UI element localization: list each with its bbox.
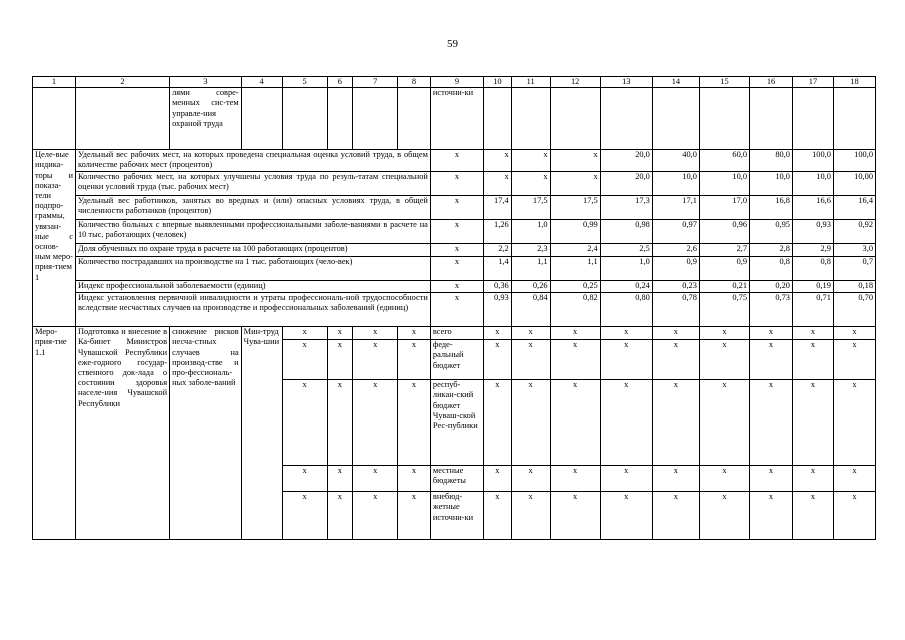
funding-value: x bbox=[484, 492, 512, 540]
indicator-value: 10,0 bbox=[652, 172, 699, 196]
funding-value: x bbox=[511, 340, 550, 380]
indicator-value: 0,78 bbox=[652, 293, 699, 327]
indicator-value: 0,95 bbox=[750, 220, 793, 244]
indicator-text: Удельный вес работников, занятых во вредных и (или) опасных условиях труда, в общей численности работников (процентов) bbox=[75, 196, 430, 220]
funding-value: x bbox=[750, 340, 793, 380]
funding-source: внебюд-жетные источни-ки bbox=[430, 492, 483, 540]
indicator-value: x bbox=[511, 150, 550, 172]
column-number-header: 5 bbox=[282, 77, 327, 88]
funding-value: x bbox=[750, 466, 793, 492]
empty-cell bbox=[600, 88, 652, 150]
funding-value: x bbox=[484, 466, 512, 492]
column-number-header: 17 bbox=[792, 77, 833, 88]
indicator-value: 17,0 bbox=[699, 196, 749, 220]
indicator-value: 80,0 bbox=[750, 150, 793, 172]
indicator-value: 100,0 bbox=[792, 150, 833, 172]
indicator-value: 10,0 bbox=[699, 172, 749, 196]
indicator-cell: x bbox=[430, 244, 483, 257]
indicators-group-label: Целе-вые индика-торы и показа-тели подпро-граммы, увязан-ные с основ-ным меро-прия-тием 1 bbox=[33, 150, 76, 327]
funding-value: x bbox=[699, 492, 749, 540]
funding-value: x bbox=[750, 380, 793, 466]
empty-cell bbox=[484, 88, 512, 150]
funding-source: феде-ральный бюджет bbox=[430, 340, 483, 380]
measure-result: снижение рисков несча-стных случаев на производ-стве и про-фессиональ-ных заболе-ваний bbox=[170, 327, 242, 540]
indicator-value: 2,5 bbox=[600, 244, 652, 257]
indicator-value: 0,8 bbox=[792, 257, 833, 281]
funding-value: x bbox=[550, 380, 600, 466]
funding-value: x bbox=[792, 492, 833, 540]
funding-value: x bbox=[833, 380, 875, 466]
empty-cell bbox=[33, 88, 76, 150]
empty-cell bbox=[327, 88, 353, 150]
column-number-header: 18 bbox=[833, 77, 875, 88]
column-number-header: 9 bbox=[430, 77, 483, 88]
empty-cell bbox=[282, 88, 327, 150]
indicator-row bbox=[33, 196, 876, 220]
measure-label: Меро-прия-тие 1.1 bbox=[33, 327, 76, 540]
indicator-value: 0,26 bbox=[511, 281, 550, 293]
funding-value: x bbox=[652, 492, 699, 540]
budget-code-cell: x bbox=[398, 492, 431, 540]
indicator-value: 3,0 bbox=[833, 244, 875, 257]
indicator-value: 60,0 bbox=[699, 150, 749, 172]
funding-value: x bbox=[652, 327, 699, 340]
funding-value: x bbox=[652, 340, 699, 380]
indicator-text: Индекс профессиональной заболеваемости (единиц) bbox=[75, 281, 430, 293]
indicator-value: 2,4 bbox=[550, 244, 600, 257]
budget-code-cell: x bbox=[398, 466, 431, 492]
indicator-cell: x bbox=[430, 293, 483, 327]
budget-code-cell: x bbox=[282, 327, 327, 340]
column-number-header: 1 bbox=[33, 77, 76, 88]
indicator-value: 0,75 bbox=[699, 293, 749, 327]
indicator-value: 0,93 bbox=[484, 293, 512, 327]
continuation-row bbox=[33, 88, 876, 150]
indicator-cell: x bbox=[430, 220, 483, 244]
indicator-value: 2,6 bbox=[652, 244, 699, 257]
funding-value: x bbox=[550, 340, 600, 380]
funding-value: x bbox=[652, 466, 699, 492]
column-number-header: 3 bbox=[170, 77, 242, 88]
funding-value: x bbox=[511, 380, 550, 466]
budget-code-cell: x bbox=[398, 380, 431, 466]
indicator-value: 0,80 bbox=[600, 293, 652, 327]
indicator-value: 0,20 bbox=[750, 281, 793, 293]
indicator-row bbox=[33, 257, 876, 281]
indicator-value: 1,26 bbox=[484, 220, 512, 244]
funding-value: x bbox=[600, 327, 652, 340]
indicator-value: 20,0 bbox=[600, 150, 652, 172]
indicator-value: 16,8 bbox=[750, 196, 793, 220]
column-number-header: 8 bbox=[398, 77, 431, 88]
indicator-value: x bbox=[484, 172, 512, 196]
column-number-header: 10 bbox=[484, 77, 512, 88]
indicator-value: 16,6 bbox=[792, 196, 833, 220]
indicator-value: 0,9 bbox=[652, 257, 699, 281]
funding-value: x bbox=[550, 327, 600, 340]
indicator-value: 10,0 bbox=[792, 172, 833, 196]
budget-code-cell: x bbox=[327, 327, 353, 340]
indicator-value: 0,92 bbox=[833, 220, 875, 244]
indicator-value: 1,0 bbox=[600, 257, 652, 281]
funding-value: x bbox=[600, 492, 652, 540]
empty-cell bbox=[699, 88, 749, 150]
indicator-cell: x bbox=[430, 150, 483, 172]
indicator-value: 0,36 bbox=[484, 281, 512, 293]
indicator-value: 1,4 bbox=[484, 257, 512, 281]
funding-value: x bbox=[699, 327, 749, 340]
funding-value: x bbox=[750, 327, 793, 340]
empty-cell bbox=[241, 88, 282, 150]
indicator-value: 17,3 bbox=[600, 196, 652, 220]
indicator-value: x bbox=[511, 172, 550, 196]
program-table bbox=[32, 76, 876, 540]
indicator-value: 17,5 bbox=[550, 196, 600, 220]
indicator-value: 17,5 bbox=[511, 196, 550, 220]
funding-source: респуб-ликан-ский бюджет Чуваш-ской Рес-публики bbox=[430, 380, 483, 466]
funding-value: x bbox=[833, 340, 875, 380]
budget-code-cell: x bbox=[353, 327, 398, 340]
indicator-value: 17,1 bbox=[652, 196, 699, 220]
indicator-value: 100,0 bbox=[833, 150, 875, 172]
measure-executor: Мин-труд Чува-шии bbox=[241, 327, 282, 540]
indicator-value: 10,00 bbox=[833, 172, 875, 196]
indicator-value: 1,1 bbox=[511, 257, 550, 281]
indicator-value: 0,70 bbox=[833, 293, 875, 327]
indicator-text: Удельный вес рабочих мест, на которых проведена специальная оценка условий труда, в общем количестве рабочих мест (процентов) bbox=[75, 150, 430, 172]
column-number-header: 12 bbox=[550, 77, 600, 88]
budget-code-cell: x bbox=[282, 492, 327, 540]
funding-value: x bbox=[600, 340, 652, 380]
indicator-value: 2,3 bbox=[511, 244, 550, 257]
indicator-value: 0,99 bbox=[550, 220, 600, 244]
indicator-value: 17,4 bbox=[484, 196, 512, 220]
column-number-header: 16 bbox=[750, 77, 793, 88]
continuation-source: источни-ки bbox=[430, 88, 483, 150]
indicator-value: 0,97 bbox=[652, 220, 699, 244]
funding-value: x bbox=[833, 492, 875, 540]
indicator-value: x bbox=[484, 150, 512, 172]
column-number-header: 4 bbox=[241, 77, 282, 88]
continuation-text: лями совре-менных сис-тем управле-ния охраной труда bbox=[170, 88, 242, 150]
indicator-value: 0,24 bbox=[600, 281, 652, 293]
indicator-value: 0,71 bbox=[792, 293, 833, 327]
budget-code-cell: x bbox=[353, 466, 398, 492]
funding-value: x bbox=[699, 466, 749, 492]
indicator-cell: x bbox=[430, 172, 483, 196]
funding-value: x bbox=[792, 466, 833, 492]
indicator-text: Количество больных с впервые выявленными профессиональными заболе-ваниями в расчете на 10 тыс. работающих (человек) bbox=[75, 220, 430, 244]
page-number: 59 bbox=[447, 38, 458, 50]
budget-code-cell: x bbox=[327, 340, 353, 380]
header-row bbox=[33, 77, 876, 88]
indicator-row bbox=[33, 150, 876, 172]
indicator-value: 0,93 bbox=[792, 220, 833, 244]
indicator-cell: x bbox=[430, 196, 483, 220]
budget-code-cell: x bbox=[282, 340, 327, 380]
indicator-value: 10,0 bbox=[750, 172, 793, 196]
indicator-value: 0,8 bbox=[750, 257, 793, 281]
column-number-header: 15 bbox=[699, 77, 749, 88]
funding-value: x bbox=[484, 340, 512, 380]
budget-code-cell: x bbox=[353, 340, 398, 380]
funding-value: x bbox=[833, 466, 875, 492]
indicator-text: Индекс установления первичной инвалидности и утраты профессиональ-ной трудоспособности вследствие несчастных случаев на производстве и профессиональных заболеваний (единиц) bbox=[75, 293, 430, 327]
column-number-header: 14 bbox=[652, 77, 699, 88]
indicator-value: 0,82 bbox=[550, 293, 600, 327]
funding-value: x bbox=[750, 492, 793, 540]
funding-value: x bbox=[600, 466, 652, 492]
table-body bbox=[33, 77, 876, 540]
indicator-value: 2,9 bbox=[792, 244, 833, 257]
empty-cell bbox=[398, 88, 431, 150]
indicator-text: Количество пострадавших на производстве на 1 тыс. работающих (чело-век) bbox=[75, 257, 430, 281]
indicator-value: 16,4 bbox=[833, 196, 875, 220]
indicator-value: 0,18 bbox=[833, 281, 875, 293]
budget-code-cell: x bbox=[353, 492, 398, 540]
funding-value: x bbox=[833, 327, 875, 340]
funding-value: x bbox=[484, 380, 512, 466]
column-number-header: 6 bbox=[327, 77, 353, 88]
indicator-value: 1,1 bbox=[550, 257, 600, 281]
measure-description: Подготовка и внесение в Ка-бинет Министров Чувашской Республики еже-годного государ-ственного док-лада о состоянии здоровья населе-ния Чувашской Республики bbox=[75, 327, 169, 540]
indicator-cell: x bbox=[430, 257, 483, 281]
indicator-cell: x bbox=[430, 281, 483, 293]
indicator-row bbox=[33, 244, 876, 257]
budget-code-cell: x bbox=[327, 380, 353, 466]
funding-value: x bbox=[600, 380, 652, 466]
budget-code-cell: x bbox=[282, 380, 327, 466]
budget-code-cell: x bbox=[353, 380, 398, 466]
indicator-value: 0,84 bbox=[511, 293, 550, 327]
indicator-value: 0,9 bbox=[699, 257, 749, 281]
empty-cell bbox=[353, 88, 398, 150]
measure-row bbox=[33, 327, 876, 340]
empty-cell bbox=[511, 88, 550, 150]
column-number-header: 7 bbox=[353, 77, 398, 88]
indicator-value: 0,23 bbox=[652, 281, 699, 293]
indicator-text: Количество рабочих мест, на которых улучшены условия труда по резуль-татам специальной оценки условий труда (тыс. рабочих мест) bbox=[75, 172, 430, 196]
indicator-row bbox=[33, 172, 876, 196]
empty-cell bbox=[833, 88, 875, 150]
funding-value: x bbox=[511, 327, 550, 340]
funding-value: x bbox=[511, 466, 550, 492]
budget-code-cell: x bbox=[282, 466, 327, 492]
indicator-value: 1,0 bbox=[511, 220, 550, 244]
funding-source: местные бюджеты bbox=[430, 466, 483, 492]
budget-code-cell: x bbox=[398, 340, 431, 380]
funding-value: x bbox=[792, 327, 833, 340]
funding-value: x bbox=[792, 340, 833, 380]
indicator-value: 2,2 bbox=[484, 244, 512, 257]
indicator-value: 2,8 bbox=[750, 244, 793, 257]
indicator-value: x bbox=[550, 172, 600, 196]
indicator-value: 0,73 bbox=[750, 293, 793, 327]
funding-value: x bbox=[511, 492, 550, 540]
funding-value: x bbox=[550, 492, 600, 540]
indicator-value: x bbox=[550, 150, 600, 172]
indicator-value: 0,98 bbox=[600, 220, 652, 244]
indicator-value: 0,19 bbox=[792, 281, 833, 293]
column-number-header: 2 bbox=[75, 77, 169, 88]
funding-value: x bbox=[792, 380, 833, 466]
indicator-row bbox=[33, 293, 876, 327]
indicator-value: 20,0 bbox=[600, 172, 652, 196]
empty-cell bbox=[652, 88, 699, 150]
indicator-row bbox=[33, 220, 876, 244]
column-number-header: 13 bbox=[600, 77, 652, 88]
empty-cell bbox=[550, 88, 600, 150]
indicator-value: 0,21 bbox=[699, 281, 749, 293]
indicator-value: 0,7 bbox=[833, 257, 875, 281]
empty-cell bbox=[75, 88, 169, 150]
indicator-text: Доля обученных по охране труда в расчете на 100 работающих (процентов) bbox=[75, 244, 430, 257]
indicator-row bbox=[33, 281, 876, 293]
funding-value: x bbox=[699, 380, 749, 466]
column-number-header: 11 bbox=[511, 77, 550, 88]
budget-code-cell: x bbox=[327, 466, 353, 492]
budget-code-cell: x bbox=[398, 327, 431, 340]
indicator-value: 2,7 bbox=[699, 244, 749, 257]
budget-code-cell: x bbox=[327, 492, 353, 540]
funding-value: x bbox=[699, 340, 749, 380]
funding-value: x bbox=[550, 466, 600, 492]
indicator-value: 40,0 bbox=[652, 150, 699, 172]
funding-value: x bbox=[652, 380, 699, 466]
funding-value: x bbox=[484, 327, 512, 340]
funding-source: всего bbox=[430, 327, 483, 340]
empty-cell bbox=[750, 88, 793, 150]
empty-cell bbox=[792, 88, 833, 150]
indicator-value: 0,96 bbox=[699, 220, 749, 244]
indicator-value: 0,25 bbox=[550, 281, 600, 293]
